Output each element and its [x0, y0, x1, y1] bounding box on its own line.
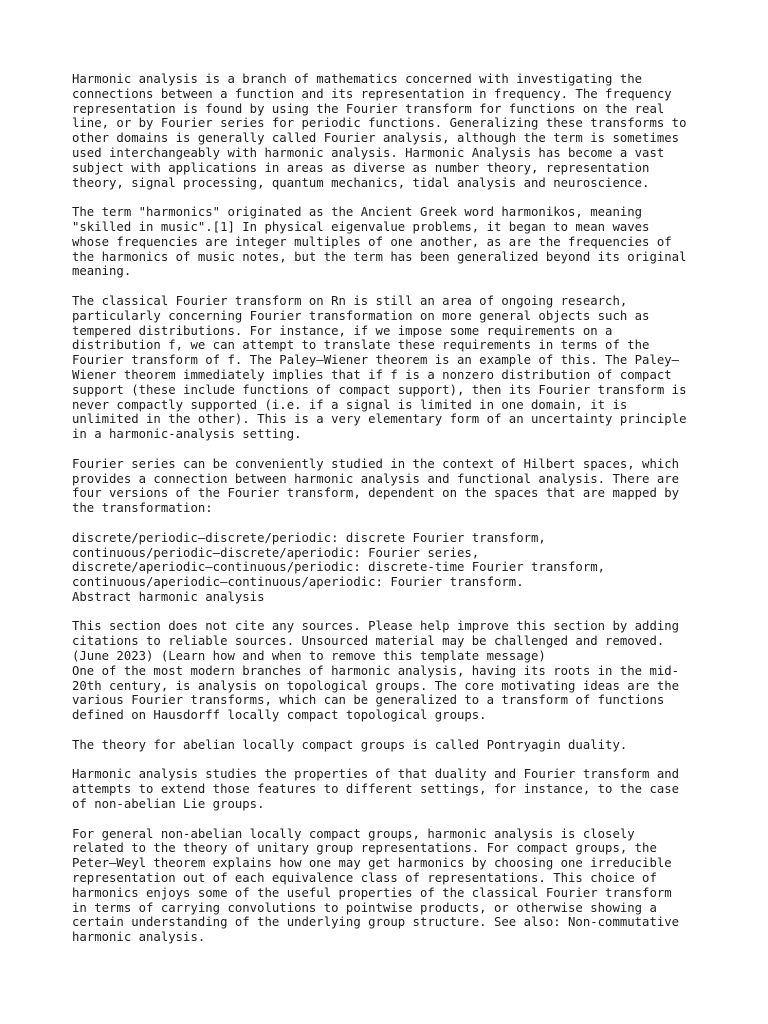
- list-item: discrete/aperiodic–continuous/periodic: discrete-time Fourier transform,: [72, 560, 606, 575]
- paragraph-topological-groups: One of the most modern branches of harmonic analysis, having its roots in the mid- 20th century, is analysis on topological groups. The core motivating ideas are the various Fourier transforms, which can be generalized to a transform of functions defined on Hausdorff locally compact topological groups.: [72, 663, 680, 723]
- paragraph-non-abelian: For general non-abelian locally compact groups, harmonic analysis is closely related to the theory of unitary group representations. For compact groups, the Peter–Weyl theorem explains how one may get harmonics by choosing one irreducible representation out of each equivalence class of representations. This choice of harmonics enjoys some of the useful properties of the classical Fourier transform in terms of carrying convolutions to pointwise products, or otherwise showing a certain understanding of the underlying group structure. See also: Non-commutative harmonic analysis.: [72, 826, 680, 945]
- paragraph-pontryagin: The theory for abelian locally compact groups is called Pontryagin duality.: [72, 737, 628, 752]
- transform-list-block: [72, 531, 712, 605]
- list-item: discrete/periodic–discrete/periodic: discrete Fourier transform,: [72, 530, 546, 545]
- notice-block: [72, 619, 712, 723]
- document-page: [72, 72, 712, 960]
- paragraph-etymology: The term "harmonics" originated as the Ancient Greek word harmonikos, meaning "skilled in music".[1] In physical eigenvalue problems, it began to mean waves whose frequencies are integer multiples of one another, as are the frequencies of the harmonics of music notes, but the term has been generalized beyond its original meaning.: [72, 205, 687, 279]
- paragraph-duality: Harmonic analysis studies the properties of that duality and Fourier transform and attempts to extend those features to different settings, for instance, to the case of non-abelian Lie groups.: [72, 767, 680, 812]
- section-heading: Abstract harmonic analysis: [72, 589, 265, 604]
- list-item: continuous/periodic–discrete/aperiodic: Fourier series,: [72, 545, 480, 560]
- paragraph-intro: Harmonic analysis is a branch of mathematics concerned with investigating the connections between a function and its representation in frequency. The frequency representation is found by using the Fourier transform for functions on the real line, or by Fourier series for periodic functions. Generalizing these transforms to other domains is generally called Fourier analysis, although the term is sometimes used interchangeably with harmonic analysis. Harmonic Analysis has become a vast subject with applications in areas as diverse as number theory, representation theory, signal processing, quantum mechanics, tidal analysis and neuroscience.: [72, 72, 687, 190]
- paragraph-classical-fourier: The classical Fourier transform on Rn is still an area of ongoing research, particularly concerning Fourier transformation on more general objects such as tempered distributions. For instance, if we impose some requirements on a distribution f, we can attempt to translate these requirements in terms of the Fourier transform of f. The Paley–Wiener theorem is an example of this. The Paley– Wiener theorem immediately implies that if f is a nonzero distribution of compact support (these include functions of compact support), then its Fourier transform is never compactly supported (i.e. if a signal is limited in one domain, it is unlimited in the other). This is a very elementary form of an uncertainty principle in a harmonic-analysis setting.: [72, 293, 687, 442]
- list-item: continuous/aperiodic–continuous/aperiodic: Fourier transform.: [72, 575, 524, 590]
- citation-notice: This section does not cite any sources. Please help improve this section by adding citations to reliable sources. Unsourced material may be challenged and removed. (June 2023) (Learn how and when to remove this template message): [72, 619, 680, 664]
- paragraph-fourier-series: Fourier series can be conveniently studied in the context of Hilbert spaces, which provides a connection between harmonic analysis and functional analysis. There are four versions of the Fourier transform, dependent on the spaces that are mapped by the transformation:: [72, 456, 680, 516]
